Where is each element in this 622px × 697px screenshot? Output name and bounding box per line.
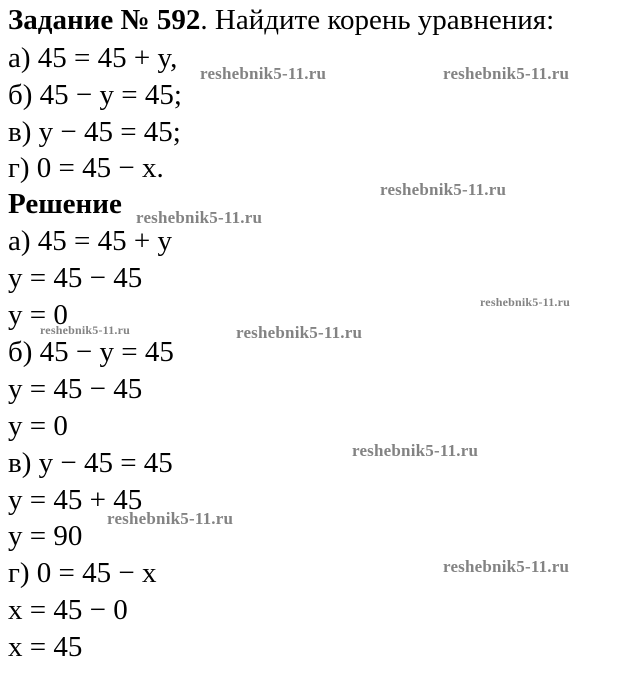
solution-line: y = 45 + 45 — [8, 484, 143, 516]
solution-line: г) 0 = 45 − x — [8, 557, 157, 589]
solution-line: x = 45 − 0 — [8, 594, 128, 626]
watermark: reshebnik5-11.ru — [380, 180, 507, 199]
task-instruction: . Найдите корень уравнения: — [200, 4, 555, 36]
watermark: reshebnik5-11.ru — [236, 323, 363, 342]
solution-line: в) y − 45 = 45 — [8, 447, 173, 479]
watermark: reshebnik5-11.ru — [200, 64, 327, 83]
solution-line: x = 45 — [8, 631, 83, 663]
solution-line: y = 45 − 45 — [8, 373, 143, 405]
task-header — [8, 2, 554, 38]
solution-line: y = 0 — [8, 299, 68, 331]
solution-line: y = 0 — [8, 410, 68, 442]
problem-a: а) 45 = 45 + y, — [8, 42, 178, 74]
problem-d: г) 0 = 45 − x. — [8, 152, 164, 184]
solution-line: y = 90 — [8, 520, 83, 552]
solution-line: y = 45 − 45 — [8, 262, 143, 294]
solution-line: а) 45 = 45 + y — [8, 225, 172, 257]
watermark: reshebnik5-11.ru — [107, 509, 234, 528]
task-number: Задание № 592 — [8, 4, 201, 36]
watermark: reshebnik5-11.ru — [40, 323, 130, 337]
problem-b: б) 45 − y = 45; — [8, 79, 182, 111]
problem-c: в) y − 45 = 45; — [8, 116, 181, 148]
solution-line: б) 45 − y = 45 — [8, 336, 174, 368]
watermark: reshebnik5-11.ru — [443, 557, 570, 576]
watermark: reshebnik5-11.ru — [443, 64, 570, 83]
solution-heading: Решение — [8, 188, 122, 220]
watermark: reshebnik5-11.ru — [352, 441, 479, 460]
watermark: reshebnik5-11.ru — [480, 295, 570, 309]
watermark: reshebnik5-11.ru — [136, 208, 263, 227]
